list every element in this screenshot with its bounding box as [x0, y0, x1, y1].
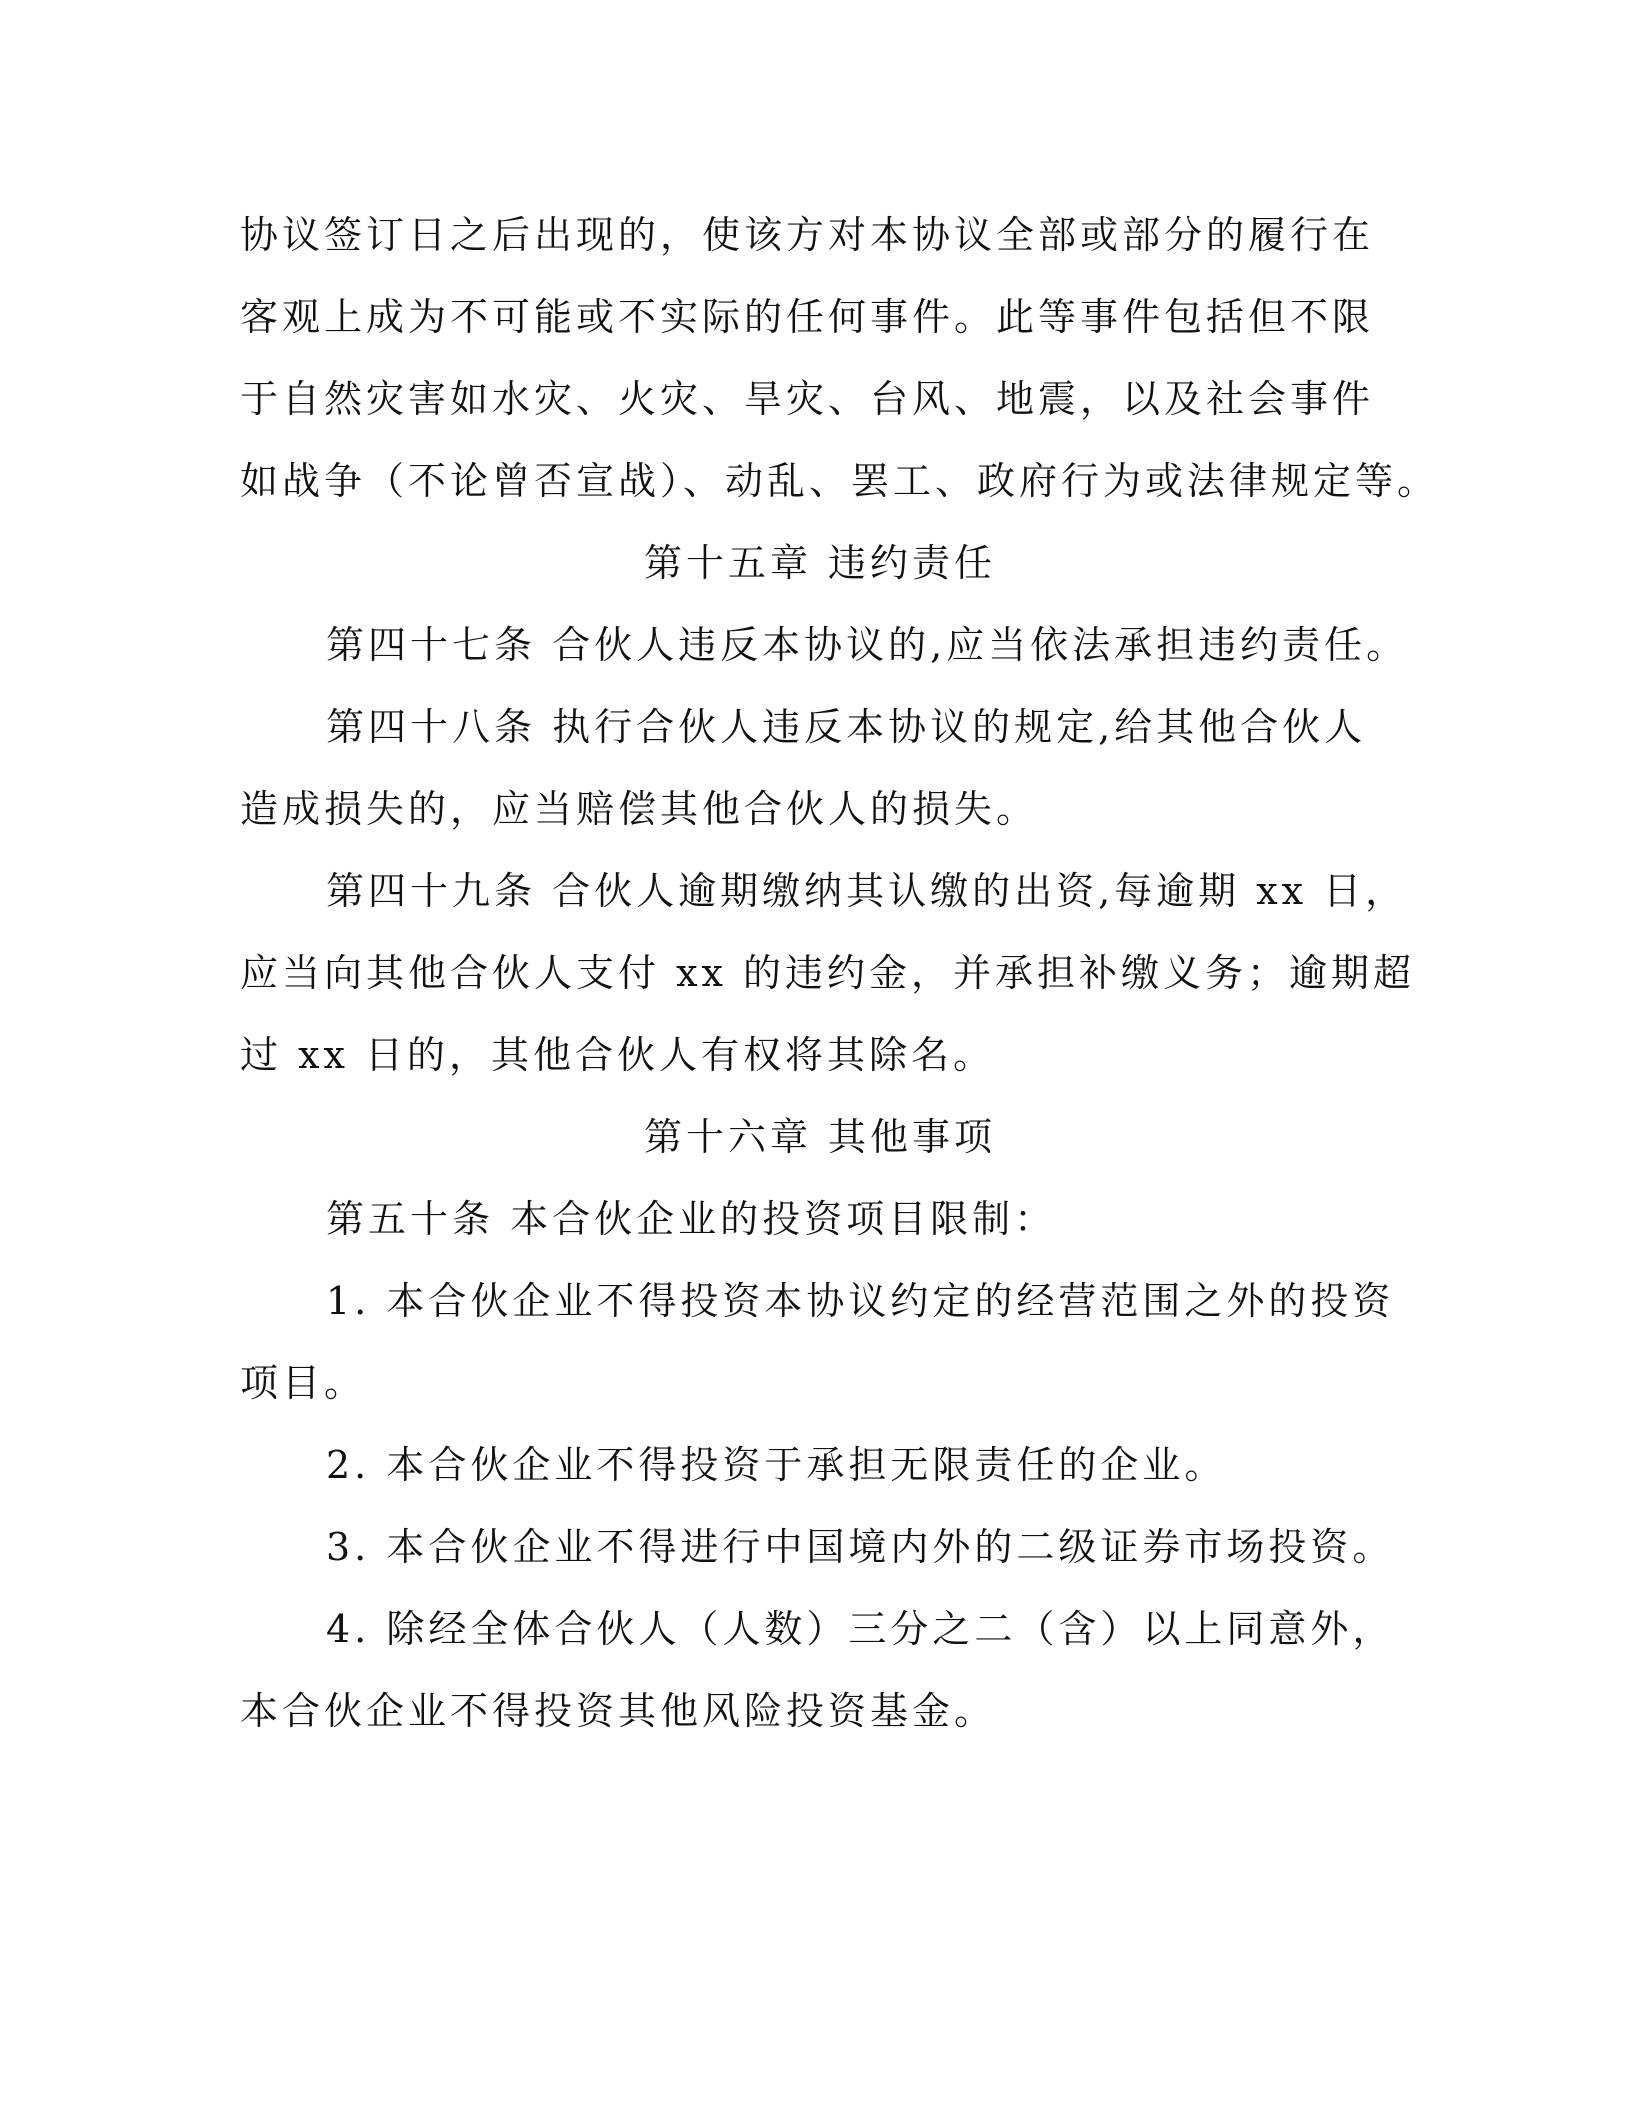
article-50: 第五十条 本合伙企业的投资项目限制：: [326, 1197, 1057, 1241]
paragraph-line: 于自然灾害如水灾、火灾、旱灾、台风、地震，以及社会事件: [240, 377, 1375, 421]
paragraph-line: 如战争（不论曾否宣战）、动乱、罢工、政府行为或法律规定等。: [240, 459, 1440, 503]
article-49-line-1: 第四十九条 合伙人逾期缴纳其认缴的出资,每逾期 xx 日，: [326, 869, 1408, 913]
list-item-4-line-2: 本合伙企业不得投资其他风险投资基金。: [240, 1689, 997, 1733]
list-item-1-line-2: 项目。: [240, 1361, 367, 1405]
chapter-heading-16: 第十六章 其他事项: [643, 1115, 997, 1159]
article-48-line-2: 造成损失的，应当赔偿其他合伙人的损失。: [240, 787, 1039, 831]
article-48-line-1: 第四十八条 执行合伙人违反本协议的规定,给其他合伙人: [326, 705, 1367, 749]
article-49-line-3: 过 xx 日的，其他合伙人有权将其除名。: [240, 1033, 996, 1077]
document-body: [240, 194, 1440, 1752]
list-item-3: 3. 本合伙企业不得进行中国境内外的二级证券市场投资。: [326, 1525, 1395, 1569]
list-item-2: 2. 本合伙企业不得投资于承担无限责任的企业。: [326, 1443, 1227, 1487]
list-item-4-line-1: 4. 除经全体合伙人（人数）三分之二（含）以上同意外，: [326, 1607, 1395, 1651]
list-item-1-line-1: 1. 本合伙企业不得投资本协议约定的经营范围之外的投资: [326, 1279, 1395, 1323]
chapter-heading-15: 第十五章 违约责任: [643, 541, 997, 585]
paragraph-line: 协议签订日之后出现的，使该方对本协议全部或部分的履行在: [240, 213, 1375, 257]
article-49-line-2: 应当向其他合伙人支付 xx 的违约金，并承担补缴义务；逾期超: [240, 951, 1416, 995]
article-47: 第四十七条 合伙人违反本协议的,应当依法承担违约责任。: [326, 623, 1409, 667]
paragraph-line: 客观上成为不可能或不实际的任何事件。此等事件包括但不限: [240, 295, 1375, 339]
